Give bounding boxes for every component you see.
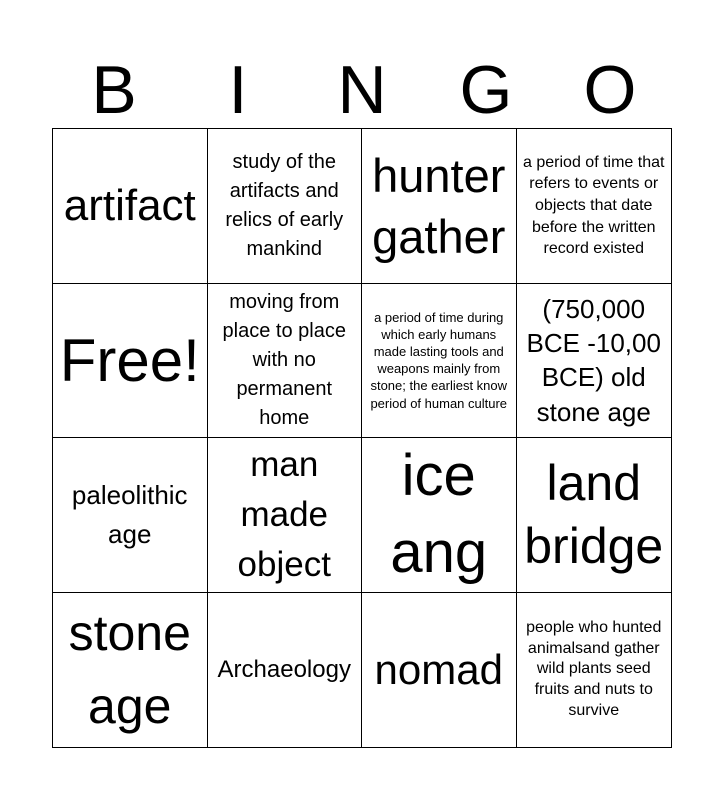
cell-text: study of the artifacts and relics of early mankind <box>225 150 344 260</box>
bingo-cell[interactable] <box>362 593 517 748</box>
cell-text: nomad <box>374 645 503 693</box>
cell-text: artifact <box>63 180 196 230</box>
free-space[interactable] <box>53 284 208 439</box>
cell-text: Archaeology <box>217 655 351 683</box>
bingo-cell[interactable] <box>208 438 363 593</box>
cell-text: man made object <box>237 445 331 584</box>
cell-text: ice ang <box>390 443 488 585</box>
cell-text: a period of time during which early humans made lasting tools and weapons mainly from stone; the earliest know period of human culture <box>370 309 508 411</box>
cell-text: moving from place to place with no permanent home <box>222 290 346 429</box>
bingo-cell[interactable] <box>517 129 672 284</box>
bingo-header <box>52 52 672 128</box>
bingo-board <box>52 128 672 748</box>
bingo-cell[interactable] <box>517 284 672 439</box>
bingo-cell[interactable] <box>208 129 363 284</box>
header-letter-o: O <box>583 52 637 128</box>
cell-text: hunter gather <box>372 148 506 263</box>
bingo-cell[interactable] <box>53 438 208 593</box>
cell-text: (750,000 BCE -10,00 BCE) old stone age <box>526 293 661 427</box>
bingo-cell[interactable] <box>53 129 208 284</box>
cell-text: stone age <box>68 605 191 734</box>
cell-text: paleolithic age <box>71 479 188 549</box>
bingo-cell[interactable] <box>362 284 517 439</box>
cell-text: people who hunted animalsand gather wild plants seed fruits and nuts to survive <box>526 618 662 719</box>
bingo-cell[interactable] <box>517 438 672 593</box>
cell-text: Free! <box>59 326 200 394</box>
bingo-cell[interactable] <box>517 593 672 748</box>
header-letter-n: N <box>337 52 387 128</box>
header-letter-i: I <box>228 52 248 128</box>
cell-text: land bridge <box>524 455 664 574</box>
header-letter-b: B <box>91 52 137 128</box>
header-letter-g: G <box>459 52 513 128</box>
bingo-cell[interactable] <box>53 593 208 748</box>
bingo-cell[interactable] <box>362 129 517 284</box>
bingo-cell[interactable] <box>208 593 363 748</box>
cell-text: a period of time that refers to events or objects that date before the written record existed <box>523 153 665 258</box>
bingo-cell[interactable] <box>362 438 517 593</box>
bingo-cell[interactable] <box>208 284 363 439</box>
